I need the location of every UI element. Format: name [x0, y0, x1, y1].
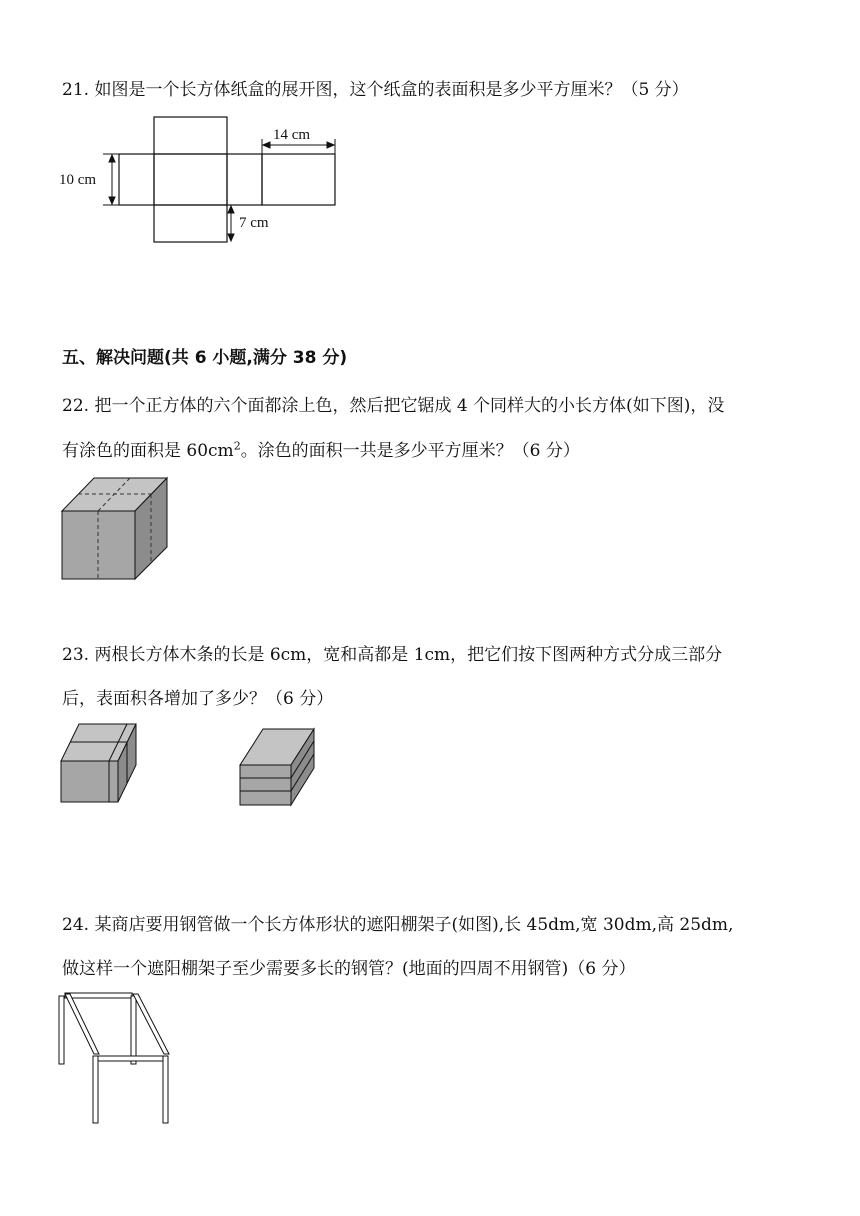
- q23-stick-cut-lengthwise: [60, 722, 140, 804]
- q22-area-text: 有涂色的面积是 60cm: [62, 441, 234, 461]
- depth-label: 7 cm: [239, 215, 269, 231]
- height-label: 10 cm: [59, 172, 97, 188]
- net-bottom-face: [154, 205, 227, 242]
- back-right-post: [131, 996, 136, 1064]
- q22-cut-cube-figure: [60, 476, 170, 582]
- back-left-post: [59, 996, 64, 1064]
- question-23-line-1: 23. 两根长方体木条的长是 6cm，宽和高都是 1cm，把它们按下图两种方式分成三部分: [62, 645, 723, 665]
- width-label: 14 cm: [273, 127, 311, 143]
- question-24-line-1: 24. 某商店要用钢管做一个长方体形状的遮阳棚架子(如图),长 45dm,宽 30dm,高 25dm,: [62, 915, 734, 935]
- q23-stick-cut-horizontally: [239, 727, 319, 809]
- section-5-heading: 五、解决问题(共 6 小题,满分 38 分): [62, 348, 348, 368]
- depth-dimension-arrow: [228, 206, 234, 241]
- front-left-post: [93, 1056, 98, 1123]
- height-dimension-arrow: [103, 154, 119, 205]
- question-22-line-1: 22. 把一个正方体的六个面都涂上色，然后把它锯成 4 个同样大的小长方体(如下图)，没: [62, 396, 725, 416]
- question-24-line-2: 做这样一个遮阳棚架子至少需要多长的钢管？(地面的四周不用钢管)（6 分）: [62, 959, 636, 979]
- left-side-tube: [65, 994, 99, 1054]
- back-top-tube: [65, 993, 132, 998]
- q22-question-text: 。涂色的面积一共是多少平方厘米？（6 分）: [240, 441, 580, 461]
- question-21-text: 21. 如图是一个长方体纸盒的展开图，这个纸盒的表面积是多少平方厘米？（5 分）: [62, 80, 689, 100]
- net-left-face: [119, 154, 154, 205]
- question-22-line-2: [62, 439, 580, 463]
- net-front-face: [154, 154, 227, 205]
- front-right-post: [163, 1056, 168, 1123]
- q22-area-exponent: 2: [233, 439, 241, 453]
- net-top-face: [154, 117, 227, 154]
- front-top-tube: [95, 1056, 167, 1061]
- question-23-line-2: 后，表面积各增加了多少？（6 分）: [62, 689, 334, 709]
- q21-net-diagram: [55, 112, 355, 247]
- q24-awning-frame-figure: [55, 990, 175, 1126]
- stick-b-front: [240, 765, 291, 805]
- net-right-face: [227, 154, 262, 205]
- net-back-face: [262, 154, 335, 205]
- right-side-tube: [133, 994, 169, 1054]
- awning-frame-tubes: [59, 993, 169, 1123]
